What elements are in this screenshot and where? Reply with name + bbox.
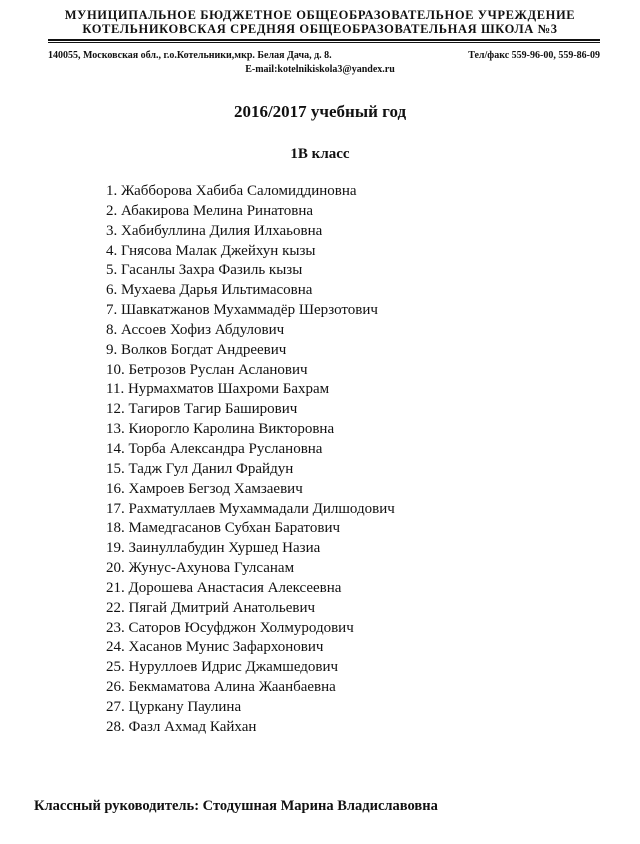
student-item: 28. Фазл Ахмад Кайхан [106,718,257,735]
org-name-line1: МУНИЦИПАЛЬНОЕ БЮДЖЕТНОЕ ОБЩЕОБРАЗОВАТЕЛЬНОЕ УЧРЕЖДЕНИЕ [64,8,576,22]
student-item: 26. Бекмаматова Алина Жаанбаевна [106,679,336,696]
student-item: 2. Абакирова Мелина Ринатовна [106,202,314,219]
student-item: 16. Хамроев Бегзод Хамзаевич [106,480,303,497]
student-item: 19. Заинуллабудин Хуршед Назиа [106,540,321,557]
student-item: 7. Шавкатжанов Мухаммадёр Шерзотович [106,302,378,319]
student-item: 5. Гасанлы Захра Фазиль кызы [106,262,303,279]
student-item: 3. Хабибуллина Дилия Илхаьовна [106,222,323,239]
class-title: 1В класс [290,146,350,162]
student-item: 21. Дорошева Анастасия Алексеевна [106,579,342,596]
student-item: 9. Волков Богдат Андреевич [106,341,287,358]
student-item: 14. Торба Александра Руслановна [106,440,323,457]
student-item: 18. Мамедгасанов Субхан Баратович [106,520,341,537]
class-teacher: Классный руководитель: Стодушная Марина Владиславовна [34,798,438,814]
student-item: 12. Тагиров Тагир Баширович [106,401,298,418]
header-rule-thin [48,42,600,43]
student-item: 23. Саторов Юсуфджон Холмуродович [106,619,354,636]
student-item: 1. Жабборова Хабиба Саломиддиновна [106,183,357,199]
student-item: 17. Рахматуллаев Мухаммадали Дилшодович [106,500,395,517]
student-item: 10. Бетрозов Руслан Асланович [106,361,308,378]
student-item: 20. Жунус-Ахунова Гулсанам [106,560,295,577]
postal-address: 140055, Московская обл., г.о.Котельники,мкр. Белая Дача, д. 8. [48,50,332,61]
student-item: 8. Ассоев Хофиз Абдулович [106,321,285,338]
student-item: 6. Мухаева Дарья Ильтимасовна [106,282,313,299]
phone-fax: Тел/факс 559-96-00, 559-86-09 [468,50,600,61]
student-item: 22. Пягай Дмитрий Анатольевич [106,599,316,616]
student-item: 13. Киорогло Каролина Викторовна [106,421,335,438]
header-rule-thick [48,39,600,41]
student-item: 15. Тадж Гул Данил Фрайдун [106,460,294,477]
student-item: 25. Нуруллоев Идрис Джамшедович [106,659,339,676]
student-item: 11. Нурмахматов Шахроми Бахрам [106,381,330,398]
org-name-line2: КОТЕЛЬНИКОВСКАЯ СРЕДНЯЯ ОБЩЕОБРАЗОВАТЕЛЬНАЯ ШКОЛА №3 [82,22,558,36]
school-year-title: 2016/2017 учебный год [233,102,407,121]
email-line: E-mail:kotelnikiskola3@yandex.ru [245,64,395,75]
student-item: 4. Гнясова Малак Джейхун кызы [106,242,316,259]
student-list [106,182,395,738]
student-item: 27. Цуркану Паулина [106,698,242,715]
student-item: 24. Хасанов Мунис Зафархонович [106,639,324,656]
